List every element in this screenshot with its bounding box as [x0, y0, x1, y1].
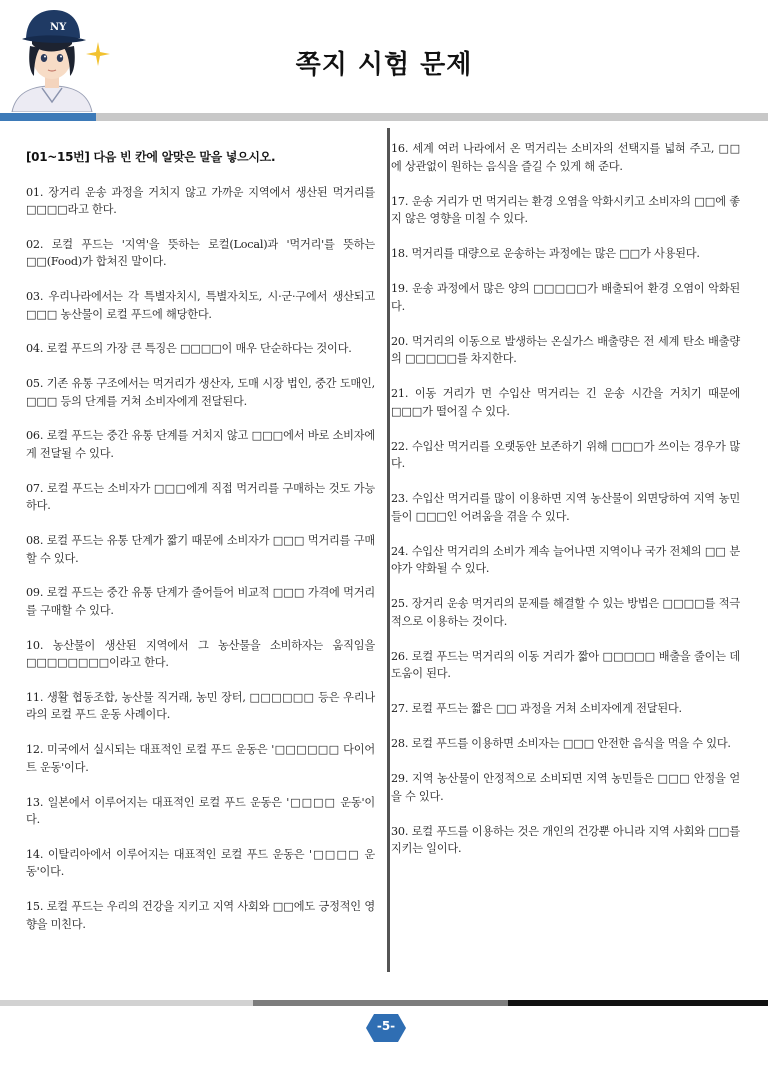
- question-item: 17. 운송 거리가 먼 먹거리는 환경 오염을 악화시키고 소비자의 □□에 좋지 않은 영향을 미칠 수 있다.: [391, 194, 740, 225]
- footer-bar-mid: [253, 1000, 508, 1006]
- question-item: 25. 장거리 운송 먹거리의 문제를 해결할 수 있는 방법은 □□□□를 적극적으로 이용하는 것이다.: [391, 597, 740, 628]
- page-title: 쪽지 시험 문제: [295, 50, 473, 80]
- question-item: 12. 미국에서 실시되는 대표적인 로컬 푸드 운동은 '□□□□□□ 다이어트 운동'이다.: [26, 743, 375, 774]
- question-item: 01. 장거리 운송 과정을 거치지 않고 가까운 지역에서 생산된 먹거리를 □□□□라고 한다.: [26, 185, 375, 216]
- question-item: 20. 먹거리의 이동으로 발생하는 온실가스 배출량은 전 세계 탄소 배출량의 □□□□□를 차지한다.: [391, 334, 740, 365]
- question-item: 29. 지역 농산물이 안정적으로 소비되면 지역 농민들은 □□□ 안정을 얻을 수 있다.: [391, 772, 740, 803]
- question-item: 13. 일본에서 이루어지는 대표적인 로컬 푸드 운동은 '□□□□ 운동'이다.: [26, 795, 375, 827]
- question-item: 11. 생활 협동조합, 농산물 직거래, 농민 장터, □□□□□□ 등은 우리나라의 로컬 푸드 운동 사례이다.: [26, 690, 375, 722]
- column-divider: [387, 128, 390, 972]
- question-item: 02. 로컬 푸드는 '지역'을 뜻하는 로컬(Local)과 '먹거리'를 뜻하는 □□(Food)가 합쳐진 말이다.: [26, 237, 375, 269]
- svg-text:NY: NY: [50, 22, 67, 33]
- question-item: 15. 로컬 푸드는 우리의 건강을 지키고 지역 사회와 □□에도 긍정적인 영향을 미친다.: [26, 900, 375, 931]
- question-item: 30. 로컬 푸드를 이용하는 것은 개인의 건강뿐 아니라 지역 사회와 □□를 지키는 일이다.: [391, 824, 740, 855]
- question-item: 21. 이동 거리가 먼 수입산 먹거리는 긴 운송 시간을 거치기 때문에 □□□가 떨어질 수 있다.: [391, 387, 740, 418]
- left-column: [26, 140, 375, 950]
- question-item: 26. 로컬 푸드는 먹거리의 이동 거리가 짧아 □□□□□ 배출을 줄이는 데 도움이 된다.: [391, 649, 740, 680]
- question-item: 14. 이탈리아에서 이루어지는 대표적인 로컬 푸드 운동은 '□□□□ 운동'이다.: [26, 847, 375, 879]
- question-item: 06. 로컬 푸드는 중간 유통 단계를 거치지 않고 □□□에서 바로 소비자에게 전달될 수 있다.: [26, 429, 375, 460]
- footer-bar-dark: [508, 1000, 768, 1006]
- question-item: 10. 농산물이 생산된 지역에서 그 농산물을 소비하자는 움직임을 □□□□□□□□이라고 한다.: [26, 638, 375, 670]
- header-bar: [96, 113, 768, 121]
- question-item: 03. 우리나라에서는 각 특별자치시, 특별자치도, 시·군·구에서 생산되고 □□□ 농산물이 로컬 푸드에 해당한다.: [26, 290, 375, 321]
- question-item: 27. 로컬 푸드는 짧은 □□ 과정을 거쳐 소비자에게 전달된다.: [391, 702, 682, 715]
- question-item: 08. 로컬 푸드는 유통 단계가 짧기 때문에 소비자가 □□□ 먹거리를 구매할 수 있다.: [26, 534, 375, 565]
- page-number: -5-: [376, 1019, 396, 1033]
- right-column: [391, 140, 740, 875]
- question-item: 22. 수입산 먹거리를 오랫동안 보존하기 위해 □□□가 쓰이는 경우가 많다.: [391, 439, 740, 470]
- header-bar-accent: [0, 113, 96, 121]
- instruction: [01~15번] 다음 빈 칸에 알맞은 말을 넣으시오.: [26, 150, 276, 164]
- question-item: 23. 수입산 먹거리를 많이 이용하면 지역 농산물이 외면당하여 지역 농민들이 □□□인 어려움을 겪을 수 있다.: [391, 492, 740, 523]
- question-item: 19. 운송 과정에서 많은 양의 □□□□□가 배출되어 환경 오염이 악화된다.: [391, 282, 740, 313]
- question-item: 28. 로컬 푸드를 이용하면 소비자는 □□□ 안전한 음식을 먹을 수 있다.: [391, 737, 731, 750]
- question-item: 16. 세계 여러 나라에서 온 먹거리는 소비자의 선택지를 넓혀 주고, □□에 상관없이 원하는 음식을 즐길 수 있게 해 준다.: [391, 142, 740, 173]
- question-item: 09. 로컬 푸드는 중간 유통 단계가 줄어들어 비교적 □□□ 가격에 먹거리를 구매할 수 있다.: [26, 586, 375, 617]
- question-item: 07. 로컬 푸드는 소비자가 □□□에게 직접 먹거리를 구매하는 것도 가능하다.: [26, 481, 375, 513]
- question-item: 05. 기존 유통 구조에서는 먹거리가 생산자, 도매 시장 법인, 중간 도매인, □□□ 등의 단계를 거쳐 소비자에게 전달된다.: [26, 377, 375, 408]
- page-header: [0, 0, 768, 125]
- footer-bar-light: [0, 1000, 253, 1006]
- question-item: 04. 로컬 푸드의 가장 큰 특징은 □□□□이 매우 단순하다는 것이다.: [26, 342, 352, 356]
- question-item: 18. 먹거리를 대량으로 운송하는 과정에는 많은 □□가 사용된다.: [391, 247, 700, 260]
- question-item: 24. 수입산 먹거리의 소비가 계속 늘어나면 지역이나 국가 전체의 □□ 분야가 약화될 수 있다.: [391, 544, 740, 575]
